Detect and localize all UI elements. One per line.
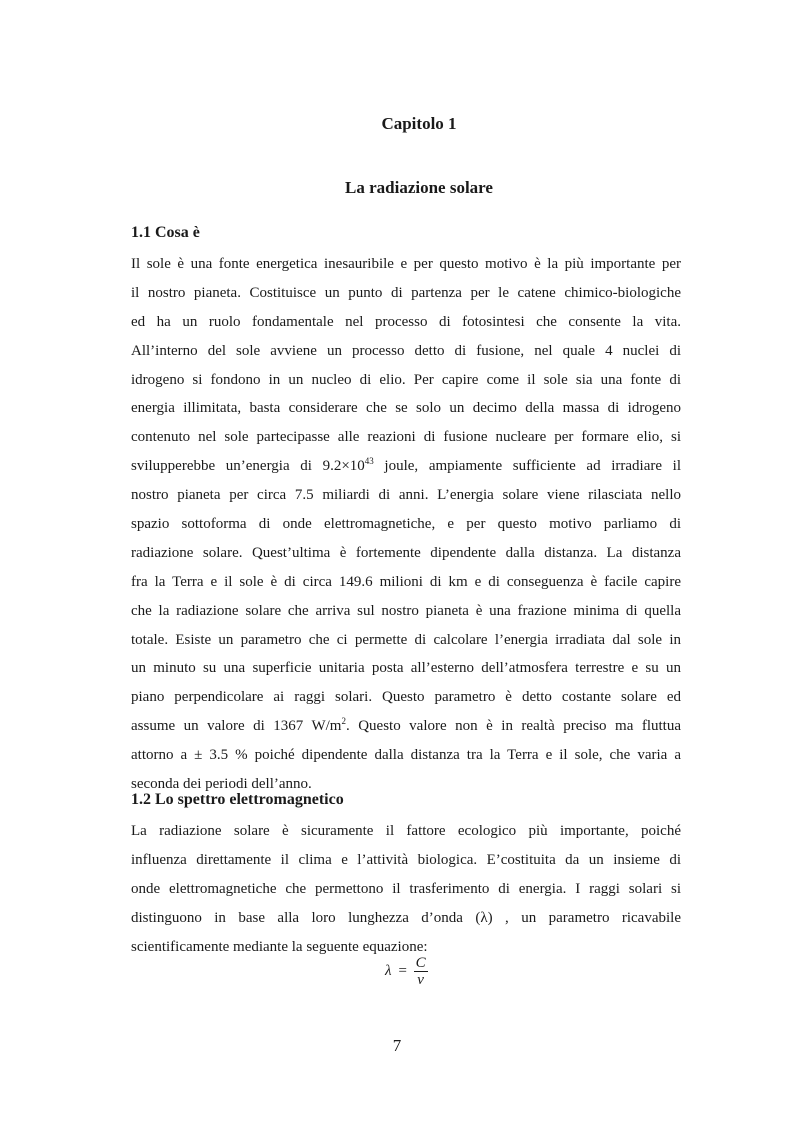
text-line: attorno a ± 3.5 % poiché dipendente dalla distanza tra la Terra e il sole, che varia a: [131, 747, 681, 764]
equation-denominator: v: [417, 972, 424, 988]
section-heading-1-1: 1.1 Cosa è: [131, 224, 200, 241]
text-line: fra la Terra e il sole è di circa 149.6 milioni di km e di conseguenza è facile capire: [131, 573, 681, 590]
text-line: La radiazione solare è sicuramente il fattore ecologico più importante, poiché: [131, 823, 681, 839]
text-line: che la radiazione solare che arriva sul nostro pianeta è una frazione minima di quella: [131, 602, 681, 619]
equation-numerator: C: [415, 955, 426, 971]
section-body-1-1: [131, 250, 681, 799]
text-line: scientificamente mediante la seguente equazione:: [131, 938, 428, 955]
text-line: un minuto su una superficie unitaria posta all’esterno dell’atmosfera terrestre e su un: [131, 660, 681, 677]
text-line: il nostro pianeta. Costituisce un punto di partenza per le catene chimico-biologiche: [131, 284, 681, 301]
text-line: All’interno del sole avviene un processo detto di fusione, nel quale 4 nuclei di: [131, 342, 681, 359]
text-line: [131, 712, 681, 741]
equation-fraction: [414, 955, 428, 988]
section-body-1-2: [131, 817, 681, 961]
text-line: energia illimitata, basta considerare che se solo un decimo della massa di idrogeno: [131, 400, 681, 417]
text-segment: svilupperebbe un’energia di 9.2×10: [131, 458, 365, 475]
text-line: totale. Esiste un parametro che ci permette di calcolare l’energia irradiata dal sole in: [131, 631, 681, 648]
text-line: spazio sottoforma di onde elettromagnetiche, e per questo motivo parliamo di: [131, 516, 681, 533]
text-line: distinguono in base alla loro lunghezza d’onda (λ) , un parametro ricavabile: [131, 909, 681, 926]
equation-lhs: λ: [385, 963, 392, 979]
text-segment: assume un valore di 1367 W/m: [131, 718, 342, 735]
text-line: influenza direttamente il clima e l’attività biologica. E’costituita da un insieme di: [131, 851, 681, 868]
text-line: seconda dei periodi dell’anno.: [131, 776, 312, 793]
text-line: contenuto nel sole partecipasse alle reazioni di fusione nucleare per formare elio, si: [131, 429, 681, 446]
text-line: [131, 452, 681, 481]
text-line: nostro pianeta per circa 7.5 miliardi di anni. L’energia solare viene rilasciata nello: [131, 487, 681, 504]
text-segment: joule, ampiamente sufficiente ad irradiare il: [373, 458, 681, 475]
superscript-exponent: 2: [341, 716, 346, 727]
text-line: piano perpendicolare ai raggi solari. Questo parametro è detto costante solare ed: [131, 689, 681, 706]
text-segment: . Questo valore non è in realtà preciso ma fluttua: [345, 718, 681, 735]
equation-equals: =: [397, 963, 408, 979]
chapter-title: La radiazione solare: [345, 178, 493, 197]
text-line: Il sole è una fonte energetica inesauribile e per questo motivo è la più importante per: [131, 256, 681, 272]
superscript-exponent: 43: [364, 456, 374, 467]
page-number: 7: [392, 1036, 402, 1055]
chapter-number: Capitolo 1: [381, 114, 457, 133]
wavelength-equation: [385, 955, 428, 988]
text-line: idrogeno si fondono in un nucleo di elio. Per capire come il sole sia una fonte di: [131, 371, 681, 388]
text-line: onde elettromagnetiche che permettono il trasferimento di energia. I raggi solari si: [131, 880, 681, 897]
text-line: radiazione solare. Quest’ultima è fortemente dipendente dalla distanza. La distanza: [131, 544, 681, 561]
section-heading-1-2: 1.2 Lo spettro elettromagnetico: [131, 791, 344, 808]
text-line: ed ha un ruolo fondamentale nel processo di fotosintesi che consente la vita.: [131, 313, 681, 330]
